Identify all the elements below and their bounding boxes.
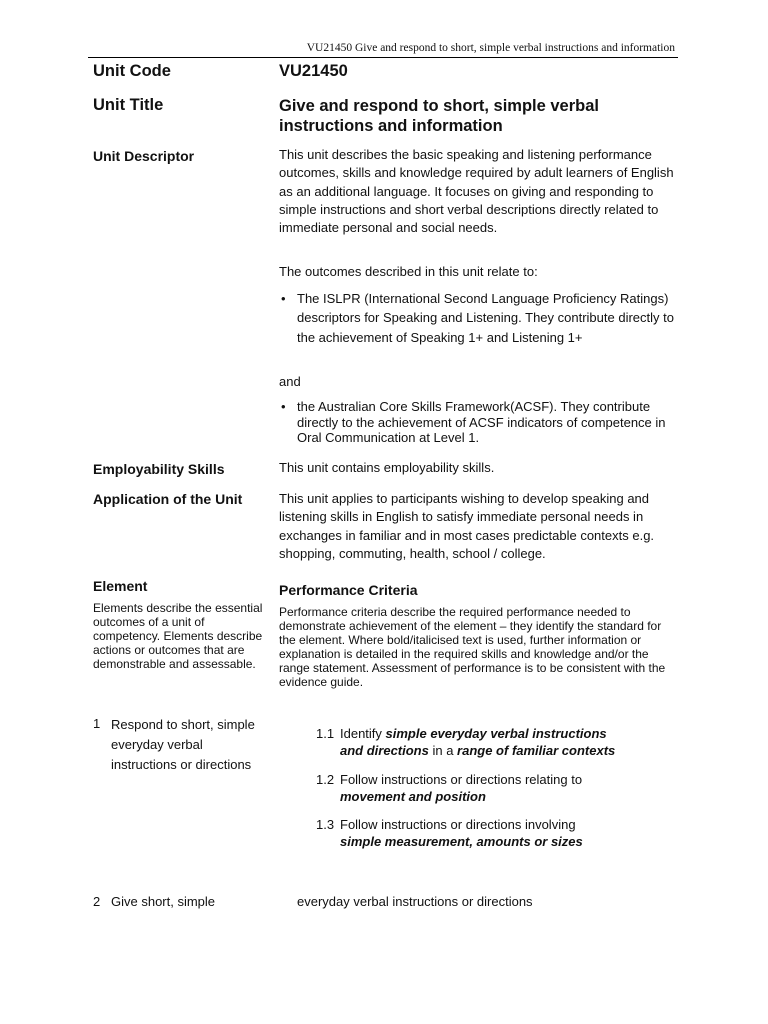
descriptor-bullet-acsf: • the Australian Core Skills Framework(ACSF). They contribute directly to the achievement of ACSF indicators of competence in Oral Communication at Level 1. xyxy=(279,399,674,446)
employability-label: Employability Skills xyxy=(93,461,225,477)
element-1 xyxy=(93,715,268,775)
element-2-text: Give short, simple xyxy=(111,894,216,909)
criterion-1-2-number: 1.2 xyxy=(316,772,335,787)
unit-descriptor-para1: This unit describes the basic speaking and listening performance outcomes, skills and knowledge required by adult learners of English as an additional language. It focuses on giving and responding to simple instructions and short verbal descriptions directly related to immediate personal and social needs. xyxy=(279,147,674,236)
criterion-1-2 xyxy=(316,772,686,805)
element-heading: Element xyxy=(93,578,148,594)
element-2-continuation: everyday verbal instructions or directions xyxy=(297,894,533,909)
criterion-1-1-bold-a: simple everyday verbal instructions xyxy=(385,726,607,741)
unit-code-value: VU21450 xyxy=(279,62,348,80)
criterion-1-1-number: 1.1 xyxy=(316,726,335,741)
criterion-1-3 xyxy=(316,817,686,850)
element-description: Elements describe the essential outcomes of a unit of competency. Elements describe actions or outcomes that are demonstrable and assessable. xyxy=(93,601,263,671)
unit-descriptor-para2: The outcomes described in this unit relate to: xyxy=(279,264,538,279)
criterion-1-2-pre: Follow instructions or directions relating to xyxy=(340,772,583,787)
element-1-number: 1 xyxy=(93,716,101,731)
criterion-1-3-number: 1.3 xyxy=(316,817,335,832)
criterion-1-2-bold: movement and position xyxy=(340,788,486,804)
element-2-number: 2 xyxy=(93,894,101,909)
descriptor-bullet-list-2 xyxy=(279,399,674,446)
unit-descriptor-label: Unit Descriptor xyxy=(93,148,195,164)
header-rule xyxy=(88,57,678,58)
unit-title-label: Unit Title xyxy=(93,96,164,114)
element-1-text: Respond to short, simple everyday verbal instructions or directions xyxy=(111,717,255,772)
performance-criteria-description: Performance criteria describe the required performance needed to demonstrate achievement of the element – they identify the standard for the element. Where bold/italicised text is used, further information or explanation is detailed in the required skills and knowledge and/or the range statement. Assessment of performance is to be consistent with the evidence guide. xyxy=(279,605,666,689)
criterion-1-1-range: range of familiar contexts xyxy=(457,742,616,758)
unit-title-value: Give and respond to short, simple verbal instructions and information xyxy=(279,97,599,135)
application-label: Application of the Unit xyxy=(93,491,243,507)
criterion-1-3-pre: Follow instructions or directions involving xyxy=(340,817,576,832)
descriptor-bullet-list-1 xyxy=(279,289,674,347)
element-2 xyxy=(93,893,268,911)
criterion-1-1-pre: Identify xyxy=(340,726,386,741)
employability-text: This unit contains employability skills. xyxy=(279,460,495,475)
descriptor-and: and xyxy=(279,374,301,389)
application-text: This unit applies to participants wishing to develop speaking and listening skills in English to satisfy immediate personal needs in exchanges in familiar and in most cases predictable contexts e.g. shopping, commuting, health, school / college. xyxy=(279,491,655,561)
unit-code-label: Unit Code xyxy=(93,62,171,80)
criterion-1-1: 1.1 Identify simple everyday verbal instructions and directions in a range of familiar contexts xyxy=(316,726,616,758)
running-header: VU21450 Give and respond to short, simple verbal instructions and information xyxy=(306,42,675,54)
performance-criteria-heading: Performance Criteria xyxy=(279,582,418,598)
criterion-1-3-bold: simple measurement, amounts or sizes xyxy=(340,833,583,849)
criterion-1-1-bold-b: and directions xyxy=(340,742,429,758)
descriptor-bullet-islpr: • The ISLPR (International Second Language Proficiency Ratings) descriptors for Speaking and Listening. They contribute directly to the achievement of Speaking 1+ and Listening 1+ xyxy=(279,289,674,347)
